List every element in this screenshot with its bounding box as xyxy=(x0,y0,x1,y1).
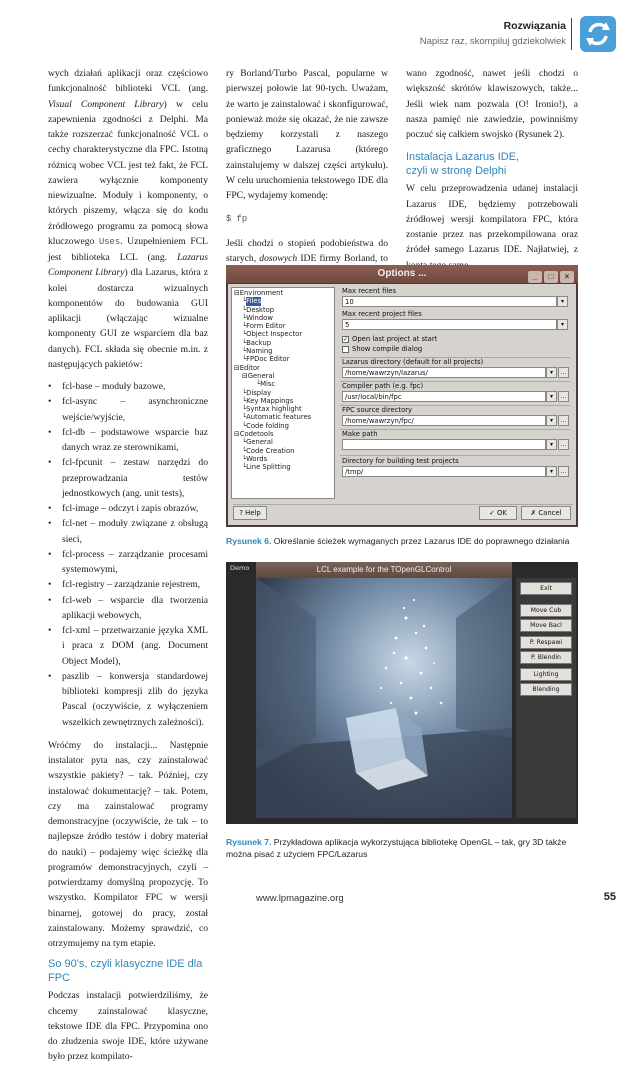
paragraph: wych działań aplikacji oraz częściowo funkcjonalność biblioteki VCL (ang. Visual Component Library) w celu zapewnienia zgodności z Delphi. Ma także rozszerzać funkcjonalność VCL o cechy charakterystyczne dla FPC. Istotną różnicą wobec VCL jest też fakt, że FCL zawiera wyłącznie komponenty niewizualne. Moduły i komponenty, o których piszemy, włącza się do kodu źródłowego programu za pomocą słowa kluczowego Uses. Uzupełnieniem FCL jest biblioteka LCL (ang. Lazarus Component Library) dla Lazarus, która z kolei dostarcza wizualnych komponentów do budowania GUI aplikacji (włączając wizualne komponenty GUI ze wsparciem dla baz danych). FCL składa się obecnie m.in. z następujących pakietów: xyxy=(48,68,208,370)
field-label: Lazarus directory (default for all projects) xyxy=(342,358,484,366)
dialog-body xyxy=(228,284,576,525)
page-footer xyxy=(0,891,638,911)
chevron-down-icon[interactable]: ▾ xyxy=(546,439,557,450)
column-2 xyxy=(226,66,388,281)
divider xyxy=(340,455,570,456)
browse-button[interactable]: ... xyxy=(558,415,569,426)
close-button[interactable]: × xyxy=(560,271,574,283)
list-item: • fcl-fpcunit – zestaw narzędzi do przeprowadzania testów jednostkowych (ang. unit tests), xyxy=(48,455,208,501)
check-icon: ✓ xyxy=(489,509,495,517)
list-item: • fcl-process – zarządzanie procesami systemowymi, xyxy=(48,547,208,578)
figure-caption: Rysunek 7. Przykładowa aplikacja wykorzystująca bibliotekę OpenGL – tak, gry 3D także można pisać z użyciem FPC/Lazarus xyxy=(226,837,567,859)
tree-item[interactable]: └Object Inspector xyxy=(242,330,303,339)
column-1 xyxy=(48,66,208,1065)
paragraph: Jeśli chodzi o stopień podobieństwa do starych, dosowych IDE firmy Borland, to xyxy=(226,237,388,264)
refresh-icon xyxy=(578,14,618,54)
3d-scene-graphic xyxy=(256,578,512,818)
minimize-button[interactable]: _ xyxy=(528,271,542,283)
lighting-button[interactable]: Lighting xyxy=(520,668,572,681)
tree-item[interactable]: └Window xyxy=(242,313,273,322)
package-list xyxy=(48,379,208,730)
tree-item[interactable]: └Syntax highlight xyxy=(242,405,302,414)
tree-item[interactable]: └Files xyxy=(242,297,262,306)
tree-item[interactable]: └Backup xyxy=(242,338,272,347)
cancel-button[interactable]: ✗ Cancel xyxy=(521,506,571,520)
ok-button[interactable]: ✓ OK xyxy=(479,506,517,520)
field-label: Directory for building test projects xyxy=(342,457,459,465)
maximize-button[interactable]: □ xyxy=(544,271,558,283)
demo-titlebar: LCL example for the TOpenGLControl xyxy=(256,562,512,578)
section-subtitle: Napisz raz, skompiluj gdziekolwiek xyxy=(419,36,566,47)
max-recent-files-combo[interactable]: 10 xyxy=(342,296,557,307)
tree-item[interactable]: └Key Mappings xyxy=(242,396,294,405)
chevron-down-icon[interactable]: ▾ xyxy=(546,367,557,378)
divider xyxy=(233,504,573,505)
section-heading: So 90's, czyli klasyczne IDE dla FPC xyxy=(48,958,203,985)
max-recent-projects-combo[interactable]: 5 xyxy=(342,319,557,330)
dialog-buttons xyxy=(231,504,573,522)
list-item: • fcl-net – moduły związane z obsługą sieci, xyxy=(48,516,208,547)
list-item: • fcl-image – odczyt i zapis obrazów, xyxy=(48,501,208,516)
browse-button[interactable]: ... xyxy=(558,439,569,450)
dialog-titlebar: Options ... _ □ × xyxy=(226,265,578,283)
demo-label: Demo xyxy=(230,564,250,572)
figure-caption: Rysunek 6. Określanie ścieżek wymaganych przez Lazarus IDE do poprawnego działania xyxy=(226,536,570,546)
tree-item[interactable]: ⊟Codetools xyxy=(234,430,274,439)
lazarus-directory-input[interactable]: /home/wawrzyn/lazarus/ xyxy=(342,367,546,378)
paragraph: Podczas instalacji potwierdziliśmy, że chcemy zainstalować klasyczne, tekstowe IDE dla FPC. Przypomina ono do złudzenia swoje IDE, które używane było przez kompilato- xyxy=(48,990,208,1063)
opengl-demo-screenshot xyxy=(226,562,578,824)
files-options-panel xyxy=(340,287,572,499)
cancel-icon: ✗ xyxy=(530,509,537,517)
footer-url: www.lpmagazine.org xyxy=(256,893,344,904)
blending-button[interactable]: Blending xyxy=(520,683,572,696)
tree-item[interactable]: └Code folding xyxy=(242,421,289,430)
paragraph: ry Borland/Turbo Pascal, popularne w pierwszej połowie lat 90-tych. Uważam, że warto je zainstalować i skonfigurować, ponieważ może się okazać, że nie zawsze będziemy korzystali z naszego graficznego Lazarusa (którego zainstalujemy w dalszej części artykułu). W celu uruchomienia tekstowego IDE dla FPC, wydajemy komendę: xyxy=(226,68,388,201)
section-heading: Instalacja Lazarus IDE, czyli w stronę Delphi xyxy=(406,151,520,178)
tree-item[interactable]: └Form Editor xyxy=(242,322,286,331)
list-item: • fcl-registry – zarządzanie rejestrem, xyxy=(48,577,208,592)
tree-item[interactable]: └Display xyxy=(242,388,272,397)
tree-item[interactable]: └FPDoc Editor xyxy=(242,355,290,364)
help-button[interactable]: ? Help xyxy=(233,506,267,520)
paragraph: W celu przeprowadzenia udanej instalacji Lazarus IDE, będziemy potrzebowali źródłowej wersji kompilatora FPC, która zostanie przez nas przekompilowana oraz źródeł samego Lazarus IDE. Najłatwiej, z xyxy=(406,183,578,256)
field-label: Max recent files xyxy=(342,287,396,295)
chevron-down-icon[interactable]: ▾ xyxy=(546,466,557,477)
list-item: • fcl-async – asynchroniczne wejście/wyjście, xyxy=(48,394,208,425)
list-item: • fcl-xml – przetwarzanie języka XML i praca z DOM (ang. Document Object Model), xyxy=(48,623,208,669)
tree-item[interactable]: └Words xyxy=(242,454,268,463)
page-number: 55 xyxy=(603,891,616,903)
browse-button[interactable]: ... xyxy=(558,466,569,477)
compiler-path-input[interactable]: /usr/local/bin/fpc xyxy=(342,391,546,402)
chevron-down-icon[interactable]: ▾ xyxy=(557,296,568,307)
page-header xyxy=(318,14,618,54)
chevron-down-icon[interactable]: ▾ xyxy=(546,391,557,402)
fpc-source-input[interactable]: /home/wawrzyn/fpc/ xyxy=(342,415,546,426)
make-path-input[interactable] xyxy=(342,439,546,450)
column-3 xyxy=(406,66,578,273)
list-item: • paszlib – konwersja standardowej biblioteki kompresji zlib do języka Pascal (oczywiście, z wyłączeniem wszelkich zewnętrznych zależności). xyxy=(48,669,208,730)
options-tree[interactable] xyxy=(231,287,335,499)
paragraph: Wróćmy do instalacji... Następnie instalator pyta nas, czy zainstalować wszystkie pakiety? – tak. Później, czy instalować dokumentację? – tak. Potem, czy ma zainstalować programy demonstracyjne (oczywiście, że tak – to najlepsze źródło testów i dobry materiał do nauki) – podajemy więc ścieżkę dla programów demonstracyjnych, czyli – potwierdzamy domyślną propozycję. To wszystko. Kompilator FPC w wersji binarnej, gotowej do pracy, został zainstalowany. Możemy sprawdzić, co otrzymujemy na tym etapie. xyxy=(48,739,208,949)
chevron-down-icon[interactable]: ▾ xyxy=(546,415,557,426)
tree-item[interactable]: ⊟Environment xyxy=(234,289,284,297)
tree-item[interactable]: └Misc xyxy=(256,380,276,389)
tree-item[interactable]: └Line Splitting xyxy=(242,463,291,472)
demo-controls xyxy=(516,578,576,818)
tree-item[interactable]: └Automatic features xyxy=(242,413,312,422)
particle-blending-button[interactable]: P. Blendin xyxy=(520,651,572,664)
list-item: • fcl-db – podstawowe wsparcie baz danych wraz ze sterownikami, xyxy=(48,425,208,456)
tree-item[interactable]: └Desktop xyxy=(242,305,275,314)
list-item: • fcl-base – moduły bazowe, xyxy=(48,379,208,394)
test-directory-input[interactable]: /tmp/ xyxy=(342,466,546,477)
open-last-project-checkbox[interactable]: ✓ Open last project at start xyxy=(343,335,438,343)
tree-item[interactable]: └Code Creation xyxy=(242,446,295,455)
exit-button[interactable]: Exit xyxy=(520,582,572,595)
chevron-down-icon[interactable]: ▾ xyxy=(557,319,568,330)
tree-item[interactable]: ⊟Editor xyxy=(234,363,260,372)
paragraph: wano zgodność, nawet jeśli chodzi o większość skrótów klawiszowych, także... Jeśli wiek nam pozwala (O! Ironio!), a nasza pamięć nie zawiedzie, powinniśmy poczuć się całkiem swojsko (Rysunek 2). xyxy=(406,68,578,140)
field-label: Max recent project files xyxy=(342,310,422,318)
show-compile-dialog-checkbox[interactable]: Show compile dialog xyxy=(342,345,422,353)
field-label: Compiler path (e.g. fpc) xyxy=(342,382,424,390)
section-title: Rozwiązania xyxy=(503,20,566,32)
tree-item[interactable]: └General xyxy=(242,438,273,447)
browse-button[interactable]: ... xyxy=(558,391,569,402)
options-dialog-screenshot xyxy=(226,265,578,527)
command-line: $ fp xyxy=(226,214,248,225)
particle-respawn-button[interactable]: P. Respawi xyxy=(520,636,572,649)
tree-item[interactable]: └Naming xyxy=(242,347,273,356)
opengl-canvas[interactable] xyxy=(256,578,512,818)
header-divider xyxy=(571,18,572,50)
field-label: FPC source directory xyxy=(342,406,413,414)
list-item: • fcl-web – wsparcie dla tworzenia aplikacji webowych, xyxy=(48,593,208,624)
help-icon: ? xyxy=(239,509,243,517)
tree-item[interactable]: ⊟General xyxy=(242,371,275,380)
move-back-button[interactable]: Move Bacl xyxy=(520,619,572,632)
move-cube-button[interactable]: Move Cub xyxy=(520,604,572,617)
field-label: Make path xyxy=(342,430,378,438)
browse-button[interactable]: ... xyxy=(558,367,569,378)
